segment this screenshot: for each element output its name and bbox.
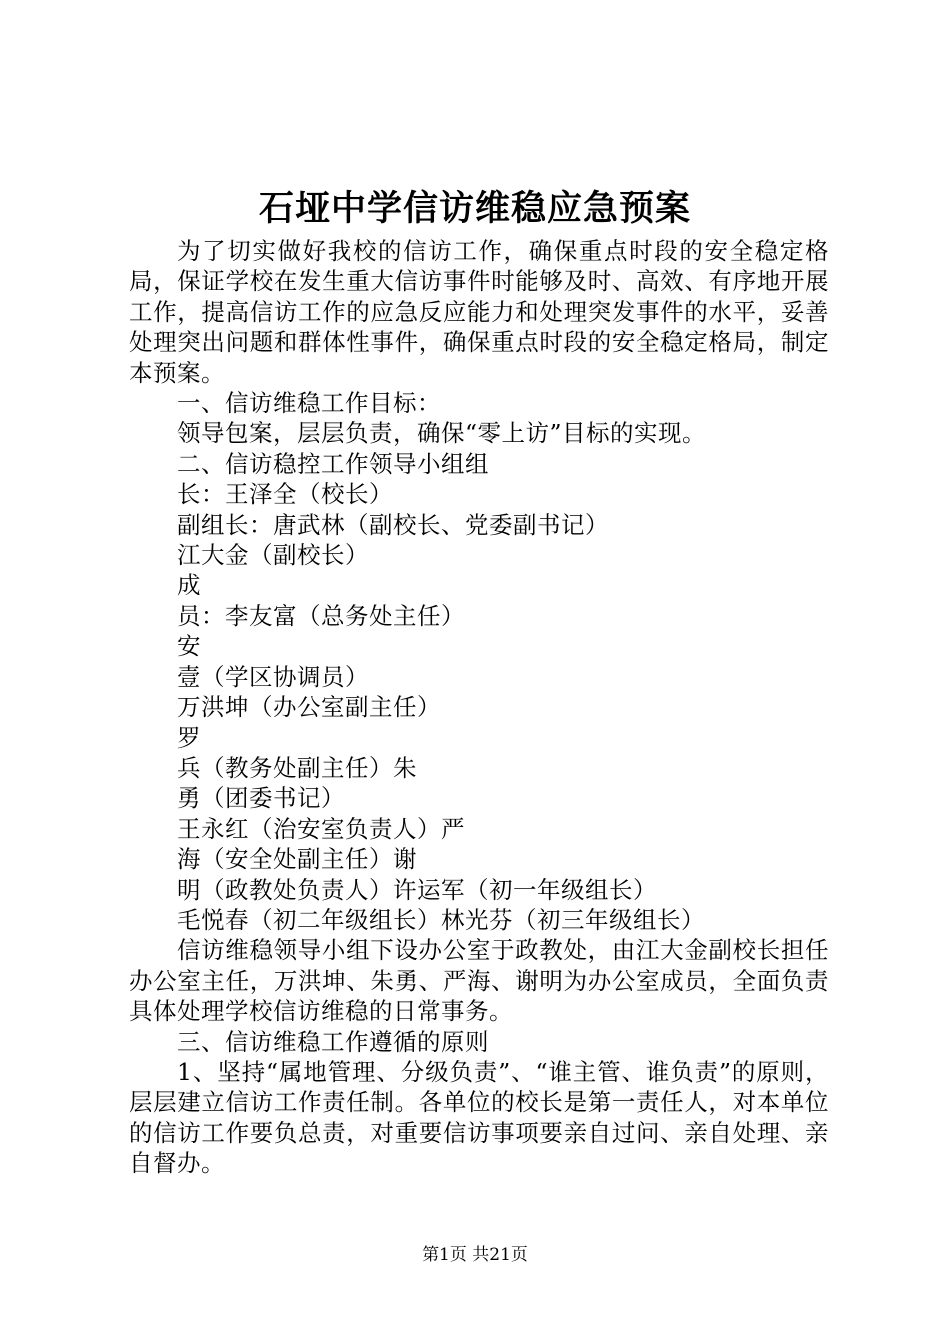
office-paragraph: 信访维稳领导小组下设办公室于政教处，由江大金副校长担任办公室主任，万洪坤、朱勇、严海、谢明为办公室成员，全面负责具体处理学校信访维稳的日常事务。 (129, 936, 829, 1026)
document-body (129, 236, 829, 1179)
page-number-footer: 第1页 共21页 (422, 1245, 528, 1265)
member-line: 罗 (177, 723, 201, 752)
member-line: 海（安全处副主任）谢 (177, 845, 417, 874)
section-heading-goal: 一、信访维稳工作目标： (177, 389, 441, 418)
member-line: 兵（教务处副主任）朱 (177, 753, 417, 782)
member-line: 毛悦春（初二年级组长）林光芬（初三年级组长） (177, 905, 705, 934)
principle-paragraph: 1、坚持“属地管理、分级负责”、“谁主管、谁负责”的原则，层层建立信访工作责任制。各单位的校长是第一责任人，对本单位的信访工作要负总责，对重要信访事项要亲自过问、亲自处理、亲自督办。 (129, 1057, 829, 1178)
section-heading-leadership: 二、信访稳控工作领导小组组 (177, 449, 489, 478)
leader-line: 长：王泽全（校长） (177, 480, 393, 509)
member-line: 员：李友富（总务处主任） (177, 601, 465, 630)
member-line: 壹（学区协调员） (177, 662, 369, 691)
member-line: 勇（团委书记） (177, 784, 345, 813)
intro-paragraph: 为了切实做好我校的信访工作，确保重点时段的安全稳定格局，保证学校在发生重大信访事件时能够及时、高效、有序地开展工作，提高信访工作的应急反应能力和处理突发事件的水平，妥善处理突出问题和群体性事件，确保重点时段的安全稳定格局，制定本预案。 (129, 237, 829, 387)
member-line: 安 (177, 632, 201, 661)
section-heading-principles: 三、信访维稳工作遵循的原则 (177, 1027, 489, 1056)
member-line: 万洪坤（办公室副主任） (177, 693, 441, 722)
document-title: 石垭中学信访维稳应急预案 (258, 188, 691, 229)
member-line: 明（政教处负责人）许运军（初一年级组长） (177, 875, 657, 904)
member-line: 成 (177, 571, 201, 600)
goal-text: 领导包案，层层负责，确保“零上访”目标的实现。 (177, 419, 707, 448)
deputy-leader-line: 江大金（副校长） (177, 541, 369, 570)
deputy-leader-line: 副组长：唐武林（副校长、党委副书记） (177, 510, 609, 539)
member-line: 王永红（治安室负责人）严 (177, 814, 465, 843)
